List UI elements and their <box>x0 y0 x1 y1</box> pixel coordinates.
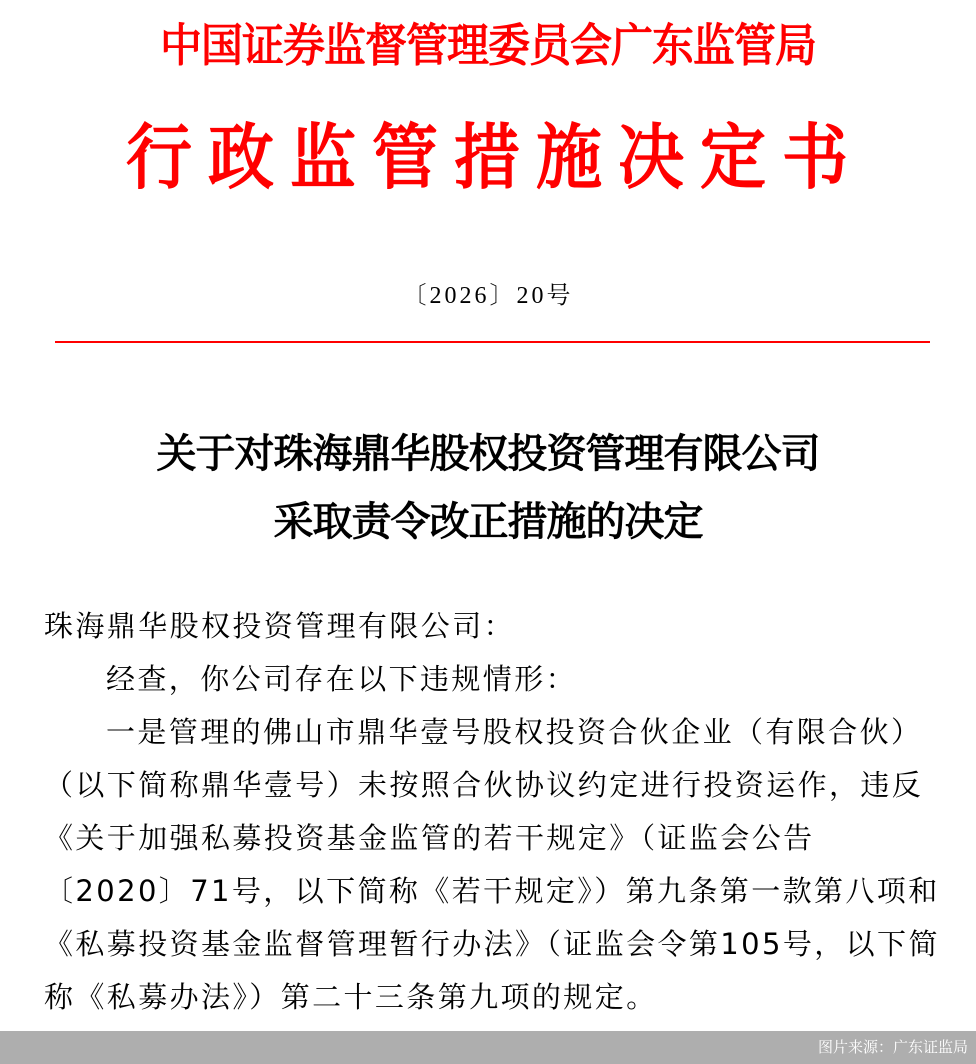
violation-paragraph-1: 一是管理的佛山市鼎华壹号股权投资合伙企业（有限合伙）（以下简称鼎华壹号）未按照合伙协议约定进行投资运作，违反《关于加强私募投资基金监管的若干规定》（证监会公告〔2020〕71号，以下简称《若干规定》）第九条第一款第八项和《私募投资基金监督管理暂行办法》（证监会令第105号，以下简称《私募办法》）第二十三条第九项的规定。 <box>44 715 940 1014</box>
document-number: 〔2026〕20号 <box>402 283 574 309</box>
red-divider <box>55 341 930 343</box>
issuing-authority: 中国证券监督管理委员会广东监管局 <box>159 19 816 72</box>
image-source-caption: 图片来源：广东证监局 <box>817 1038 968 1056</box>
addressee: 珠海鼎华股权投资管理有限公司： <box>44 609 516 643</box>
decision-title <box>0 420 976 556</box>
decision-title-line-2: 采取责令改正措施的决定 <box>273 498 703 545</box>
decision-title-line-1: 关于对珠海鼎华股权投资管理有限公司 <box>156 430 820 477</box>
document-body <box>44 600 944 1024</box>
document-type-heading: 行政监管措施决定书 <box>126 114 864 200</box>
intro-paragraph: 经查，你公司存在以下违规情形： <box>106 662 578 696</box>
